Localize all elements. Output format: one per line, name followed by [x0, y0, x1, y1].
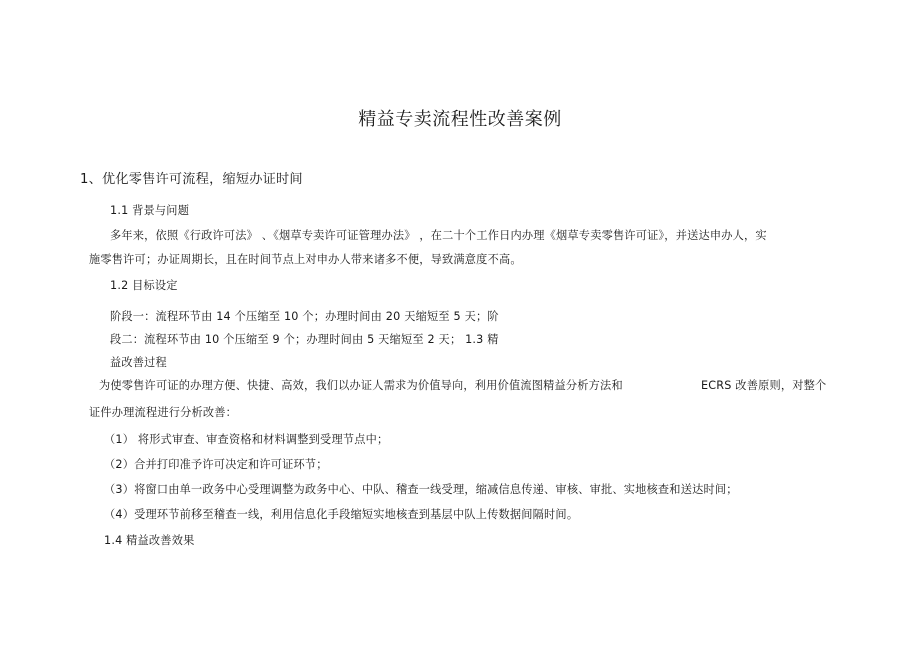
paragraph-line: 段二：流程环节由 10 个压缩至 9 个；办理时间由 5 天缩短至 2 天； 1.3 精	[110, 333, 499, 346]
list-item: （3）将窗口由单一政务中心受理调整为政务中心、中队、稽查一线受理，缩减信息传递、审核、审批、实地核查和送达时间；	[104, 483, 738, 496]
list-item: （1） 将形式审查、审查资格和材料调整到受理节点中；	[104, 433, 389, 446]
subsection-heading: 1.2 目标设定	[110, 279, 178, 292]
subsection-heading: 1.4 精益改善效果	[104, 534, 195, 547]
paragraph-line: 证件办理流程进行分析改善：	[89, 406, 238, 419]
list-item: （4）受理环节前移至稽查一线，利用信息化手段缩短实地核查到基层中队上传数据间隔时间。	[104, 508, 579, 521]
subsection-heading: 1.1 背景与问题	[110, 204, 190, 217]
paragraph-line: 为使零售许可证的办理方便、快捷、高效，我们以办证人需求为价值导向，利用价值流图精益分析方法和	[99, 379, 623, 392]
paragraph-line: 施零售许可；办证周期长，且在时间节点上对申办人带来诸多不便，导致满意度不高。	[89, 253, 522, 266]
paragraph-line: 阶段一：流程环节由 14 个压缩至 10 个；办理时间由 20 天缩短至 5 天；阶	[110, 310, 499, 323]
paragraph-line: ECRS 改善原则，对整个	[701, 379, 827, 392]
document-title: 精益专卖流程性改善案例	[358, 109, 562, 130]
section-heading: 1、优化零售许可流程，缩短办证时间	[80, 172, 303, 187]
list-item: （2）合并打印准予许可决定和许可证环节；	[104, 458, 328, 471]
paragraph-line: 多年来，依照《行政许可法》 、《烟草专卖许可证管理办法》 ，在二十个工作日内办理《烟草专卖零售许可证》，并送达申办人，实	[110, 229, 767, 242]
subsection-heading: 益改善过程	[110, 356, 167, 369]
